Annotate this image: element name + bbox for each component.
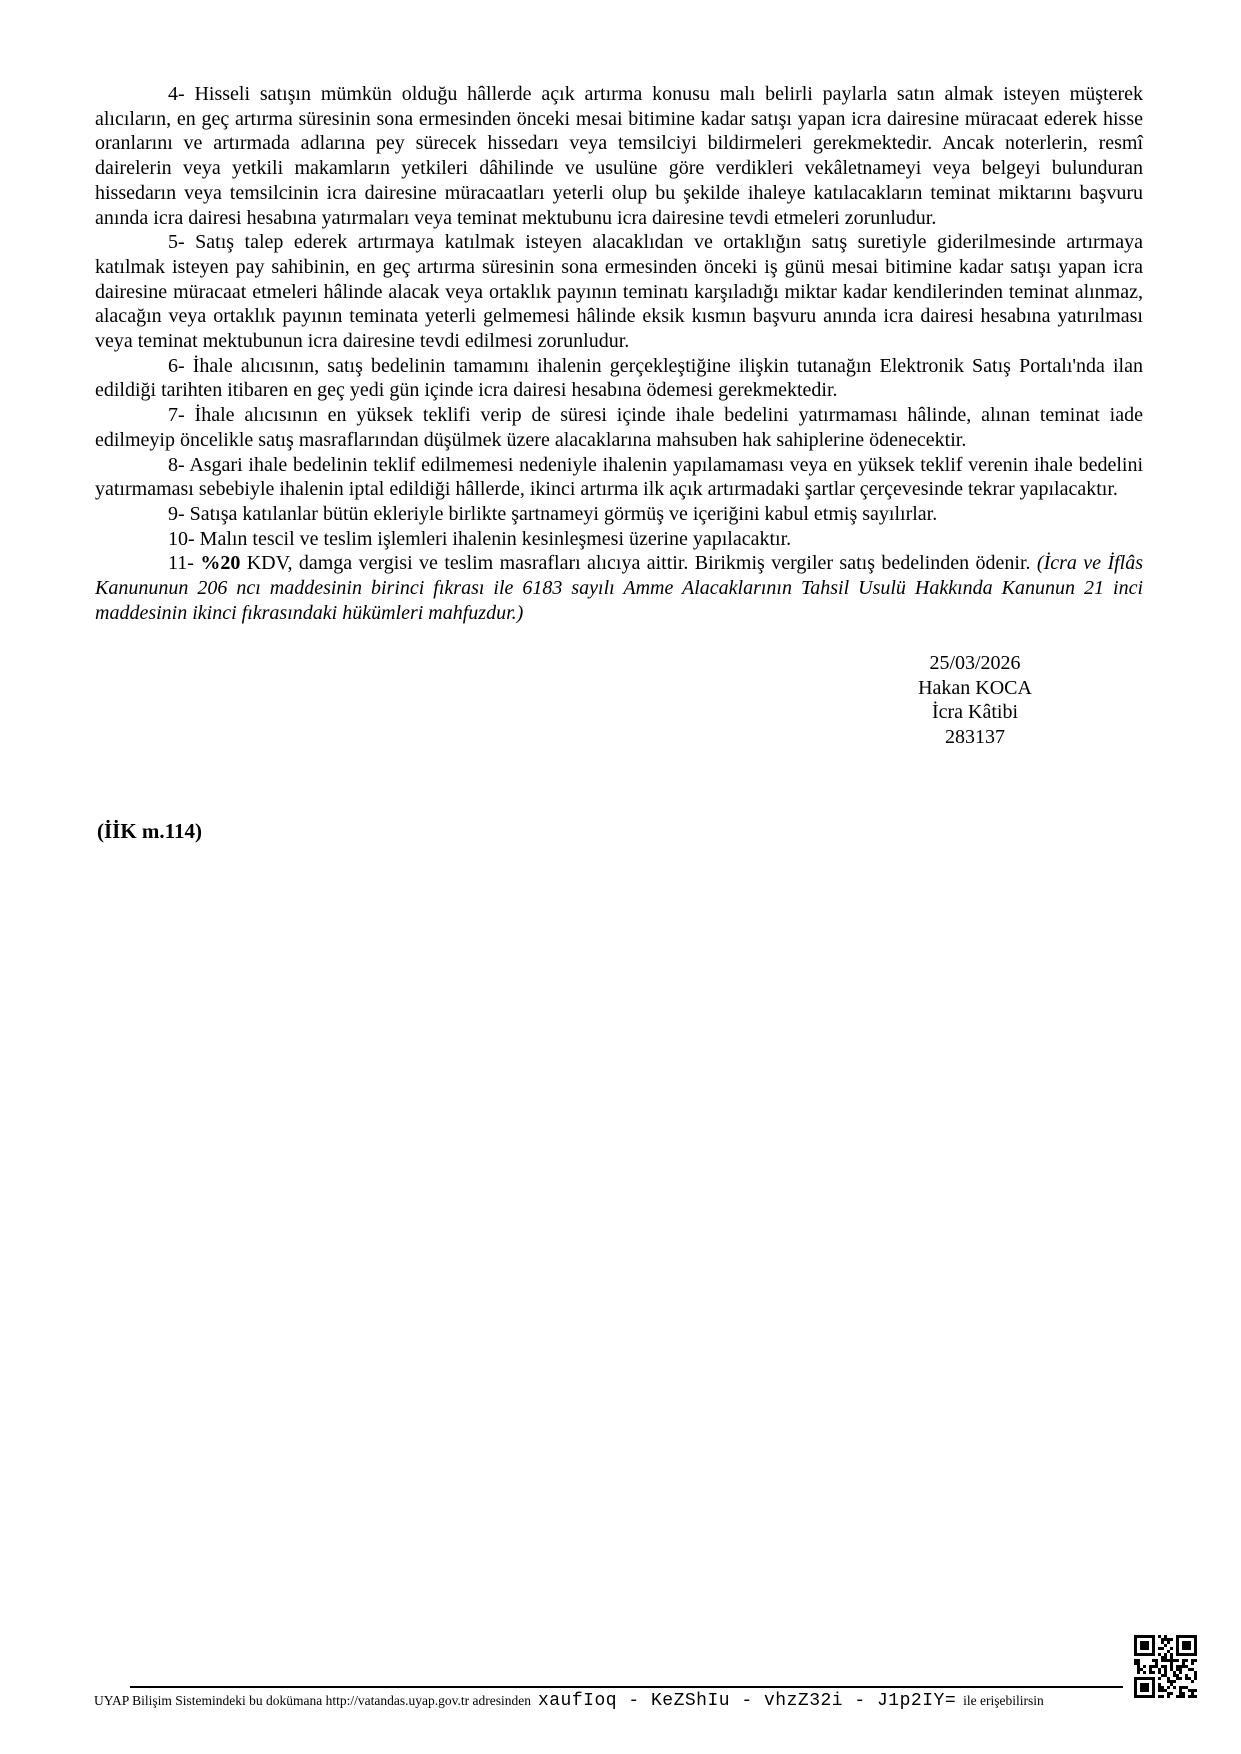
text-run: 11-	[168, 552, 201, 575]
signature-date: 25/03/2026	[929, 652, 1021, 674]
footer-divider	[130, 1686, 1123, 1688]
text-run: 10- Malın tescil ve teslim işlemleri ihalenin kesinleşmesi üzerine yapılacaktır.	[168, 527, 792, 550]
text-run: 7- İhale alıcısının en yüksek teklifi verip de süresi içinde ihale bedelini yatırmaması hâlinde, alınan teminat iade edilmeyip öncelikle satış masraflarından düşülmek üzere alacaklarına mahsuben hak sahiplerine ödenecektir.	[95, 404, 1143, 451]
text-run: 6- İhale alıcısının, satış bedelinin tamamını ihalenin gerçekleştiğine ilişkin tutanağın Elektronik Satış Portalı'nda ilan edildiği tarihten itibaren en geç yedi gün içinde icra dairesi hesabına ödemesi gerekmektedir.	[95, 354, 1143, 402]
body-paragraph	[95, 453, 1143, 502]
body-paragraph	[95, 551, 1143, 625]
law-reference: (İİK m.114)	[97, 819, 202, 843]
body-paragraph	[95, 354, 1143, 403]
signature-title: İcra Kâtibi	[931, 701, 1019, 724]
document-body	[95, 82, 1143, 625]
body-paragraph	[95, 230, 1143, 354]
footer-text-suffix: ile erişebilirsin	[963, 1693, 1044, 1708]
signature-name: Hakan KOCA	[918, 676, 1032, 699]
qr-code	[1134, 1635, 1197, 1698]
body-paragraph	[95, 502, 1143, 527]
body-paragraph	[95, 403, 1143, 452]
text-run: 8- Asgari ihale bedelinin teklif edilmemesi nedeniyle ihalenin yapılamaması veya en yüksek teklif verenin ihale bedelini yatırmaması sebebiyle ihalenin iptal edildiği hâllerde, ikinci artırma ilk açık artırmadaki şartlar çerçevesinde tekrar yapılacaktır.	[95, 453, 1143, 501]
text-run: %20	[200, 552, 241, 575]
text-run: 5- Satış talep ederek artırmaya katılmak isteyen alacaklıdan ve ortaklığın satış suretiyle giderilmesinde artırmaya katılmak isteyen pay sahibinin, en geç artırma süresinin sona ermesinden önceki iş günü mesai bitimine kadar satışı yapan icra dairesine müracaat etmeleri hâlinde alacak veya ortaklık payının teminatı karşıladığı miktar kadar kendilerinden teminat alınmaz, alacağın veya ortaklık payının teminata yeterli gelmemesi hâlinde eksik kısmın başvuru anında icra dairesi hesabına yatırılması veya teminat mektubunun icra dairesine tevdi edilmesi zorunludur.	[95, 231, 1143, 353]
footer-access-code: xaufIoq - KeZShIu - vhzZ32i - J1p2IY=	[537, 1691, 957, 1711]
text-run: (İcra ve İflâs Kanununun 206 ncı maddesinin birinci fıkrası ile 6183 sayılı Amme Alacaklarının Tahsil Usulü Hakkında Kanunun 21 inci maddesinin ikinci fıkrasındaki hükümleri mahfuzdur.)	[95, 552, 1144, 624]
text-run: KDV, damga vergisi ve teslim masrafları alıcıya aittir. Birikmiş vergiler satış bedelinden ödenir.	[240, 552, 1037, 575]
signature-registry-number: 283137	[945, 725, 1005, 748]
text-run: 9- Satışa katılanlar bütün ekleriyle birlikte şartnameyi görmüş ve içeriğini kabul etmiş sayılırlar.	[168, 502, 938, 525]
signature-block	[790, 651, 1160, 749]
body-paragraph	[95, 82, 1143, 230]
text-run: 4- Hisseli satışın mümkün olduğu hâllerde açık artırma konusu malı belirli paylarla satın almak isteyen müşterek alıcıların, en geç artırma süresinin sona ermesinden önceki mesai bitimine kadar satışı yapan icra dairesine müracaat ederek hisse oranlarını ve artırmada adlarına pey sürecek hissedarı veya temsilciyi bildirmeleri gerekmektedir. Ancak noterlerin, resmî dairelerin veya yetkili makamların yetkileri dâhilinde ve usulüne göre verdikleri vekâletnameyi veya belgeyi bulunduran hissedarın veya temsilcinin icra dairesine müracaatları yeterli olup bu şekilde ihaleye katılacakların teminat miktarını başvuru anında icra dairesi hesabına yatırmaları veya teminat mektubunu icra dairesine tevdi etmeleri zorunludur.	[95, 83, 1143, 229]
footer-note	[94, 1691, 1164, 1711]
body-paragraph	[95, 527, 1143, 552]
footer-text-prefix: UYAP Bilişim Sistemindeki bu dokümana http://vatandas.uyap.gov.tr adresinden	[94, 1693, 531, 1708]
